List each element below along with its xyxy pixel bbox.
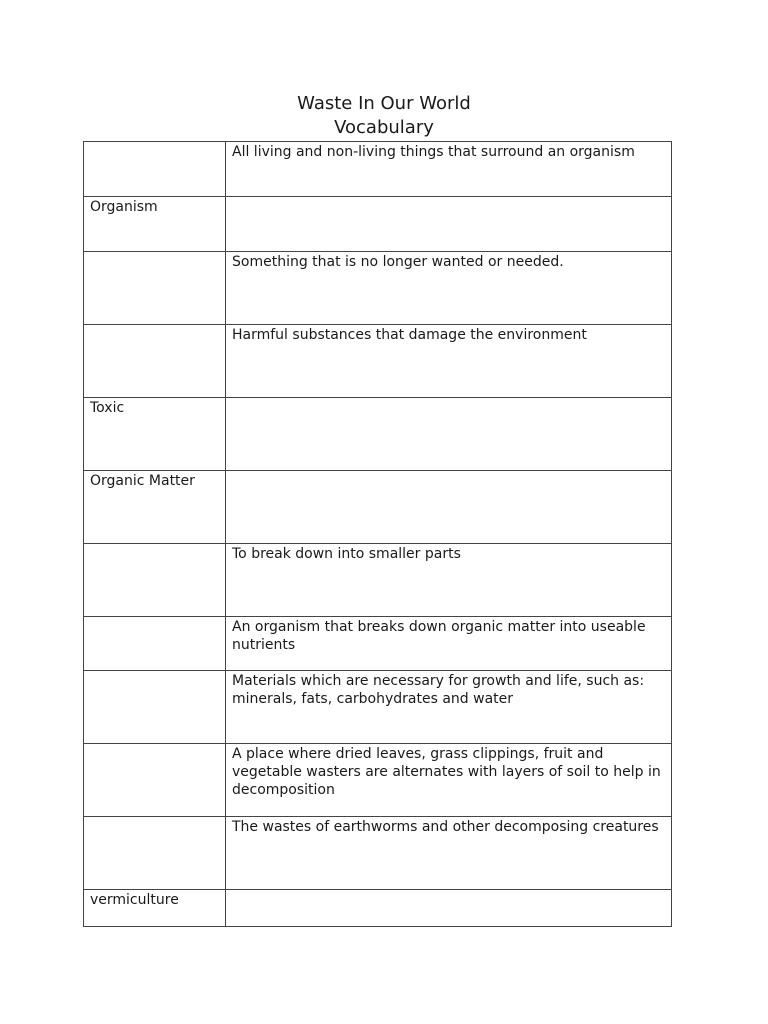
- document-title: [0, 92, 768, 140]
- table-row: [84, 671, 672, 744]
- definition-cell[interactable]: Something that is no longer wanted or needed.: [226, 252, 672, 325]
- vocabulary-table: [83, 141, 672, 927]
- term-cell[interactable]: [84, 744, 226, 817]
- definition-cell[interactable]: Materials which are necessary for growth and life, such as: minerals, fats, carbohydrates and water: [226, 671, 672, 744]
- term-cell[interactable]: [84, 325, 226, 398]
- title-line-2: Vocabulary: [334, 117, 434, 138]
- term-cell[interactable]: vermiculture: [84, 890, 226, 927]
- term-cell[interactable]: [84, 671, 226, 744]
- definition-cell[interactable]: [226, 197, 672, 252]
- term-cell[interactable]: Organic Matter: [84, 471, 226, 544]
- definition-cell[interactable]: All living and non-living things that surround an organism: [226, 142, 672, 197]
- term-cell[interactable]: [84, 817, 226, 890]
- table-row: [84, 197, 672, 252]
- table-row: [84, 471, 672, 544]
- term-cell[interactable]: [84, 142, 226, 197]
- table-row: [84, 252, 672, 325]
- table-row: [84, 325, 672, 398]
- definition-cell[interactable]: [226, 890, 672, 927]
- term-cell[interactable]: [84, 252, 226, 325]
- term-cell[interactable]: Toxic: [84, 398, 226, 471]
- term-cell[interactable]: Organism: [84, 197, 226, 252]
- definition-cell[interactable]: [226, 471, 672, 544]
- table-row: [84, 544, 672, 617]
- definition-cell[interactable]: An organism that breaks down organic matter into useable nutrients: [226, 617, 672, 671]
- table-row: [84, 817, 672, 890]
- definition-cell[interactable]: The wastes of earthworms and other decomposing creatures: [226, 817, 672, 890]
- table-row: [84, 744, 672, 817]
- table-row: [84, 890, 672, 927]
- definition-cell[interactable]: A place where dried leaves, grass clippings, fruit and vegetable wasters are alternates with layers of soil to help in decomposition: [226, 744, 672, 817]
- term-cell[interactable]: [84, 544, 226, 617]
- title-line-1: Waste In Our World: [297, 93, 471, 114]
- definition-cell[interactable]: [226, 398, 672, 471]
- term-cell[interactable]: [84, 617, 226, 671]
- table-row: [84, 142, 672, 197]
- table-row: [84, 617, 672, 671]
- definition-cell[interactable]: Harmful substances that damage the environment: [226, 325, 672, 398]
- table-row: [84, 398, 672, 471]
- definition-cell[interactable]: To break down into smaller parts: [226, 544, 672, 617]
